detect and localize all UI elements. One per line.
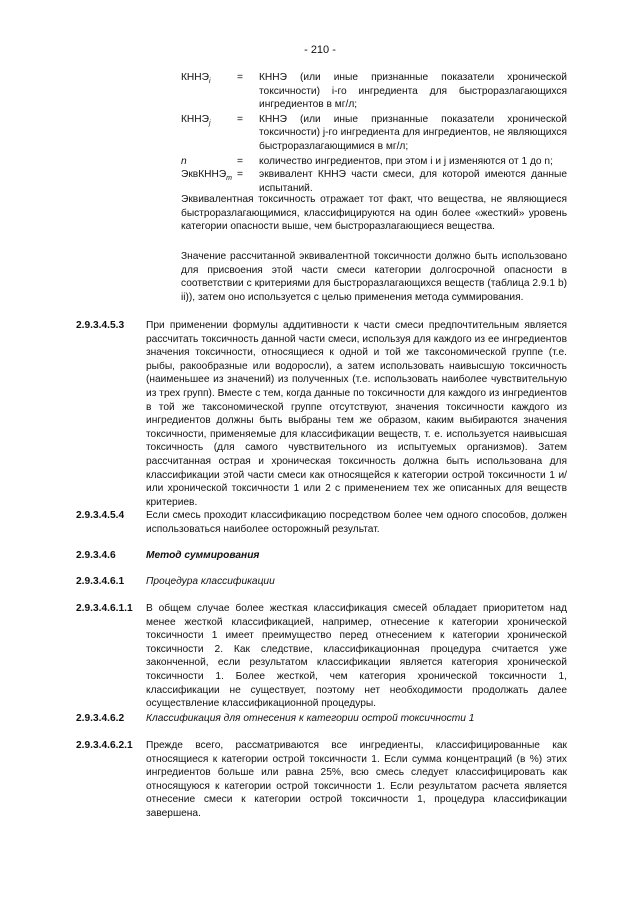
page-number: - 210 -: [304, 44, 336, 56]
equals-sign: =: [237, 155, 243, 167]
definition-term: $КННЭ_j$: [181, 113, 211, 127]
section-number: 2.9.3.4.6.1: [76, 576, 125, 587]
section-text: При применении формулы аддитивности к части смеси предпочтительным является рассчитать токсичность данной части смеси, используя для каждого из ее ингредиентов значения токсичности, относящиеся к одной и той же таксономической группе (т.е. рыбы, ракообразные или водоросли), а затем использовать наивысшую токсичность (наименьшее из значений) из полученных (т.е. использовать наиболее чувствительную из трех групп). Вместе с тем, когда данные по токсичности для каждого из ингредиентов в той же таксономической группе отсутствуют, значения токсичности каждого из ингредиентов должны быть выбраны тем же образом, каким выбираются значения токсичности, применяемые для классификации веществ, т. е. используется наивысшая токсичность (для самого чувствительного из испытуемых организмов). Затем рассчитанная острая и хроническая токсичность должна быть использована для классификации этой части смеси как относящейся к категории острой токсичности 1 и/или хронической токсичности 1 или 2 с применением тех же описанных для веществ критериев.: [146, 320, 567, 508]
paragraph-calculated-value: Значение рассчитанной эквивалентной токсичности должно быть использовано для присвоения этой части смеси категории долгосрочной опасности в соответствии с критериями для быстроразлагающихся веществ (таблица 2.9.1 b) ii)), затем оно используется с целью применения метода суммирования.: [181, 251, 567, 303]
definition-row: [181, 113, 567, 154]
section-number: 2.9.3.4.6: [76, 550, 116, 561]
definition-text: КННЭ (или иные признанные показатели хронической токсичности) i-го ингредиента для быстроразлагающихся ингредиентов в мг/л;: [259, 72, 567, 111]
section-number: 2.9.3.4.6.2.1: [76, 740, 133, 751]
section-heading: Метод суммирования: [146, 550, 260, 561]
definition-text: эквивалент КННЭ части смеси, для которой имеются данные испытаний.: [259, 169, 567, 194]
section-number: 2.9.3.4.6.1.1: [76, 603, 133, 614]
definition-row: [181, 71, 567, 112]
definition-term: ЭквКННЭ$_m$: [181, 169, 233, 183]
section-number: 2.9.3.4.5.4: [76, 510, 125, 521]
section-subheading: Классификация для отнесения к категории острой токсичности 1: [146, 713, 475, 724]
paragraph-equivalent-toxicity: Эквивалентная токсичность отражает тот факт, что вещества, не являющиеся быстроразлагающимися, классифицируются на один более «жесткий» уровень категории опасности выше, чем быстроразлагающиеся вещества.: [181, 194, 567, 233]
definition-row: [181, 168, 567, 195]
equals-sign: =: [237, 169, 243, 181]
definition-term: n: [181, 155, 187, 167]
section-number: 2.9.3.4.5.3: [76, 320, 125, 331]
definition-term: $КННЭ_i$: [181, 72, 211, 86]
section-text: Прежде всего, рассматриваются все ингредиенты, классифицированные как относящиеся к категории острой токсичности 1. Если сумма концентраций (в %) этих ингредиентов больше или равна 25%, всю смесь следует классифицировать как относящуюся к категории острой токсичности 1. Если результатом расчета является отнесение смеси к категории острой токсичности 1, процедура классификации завершена.: [146, 740, 567, 819]
section-number: 2.9.3.4.6.2: [76, 713, 125, 724]
section-text: Если смесь проходит классификацию посредством более чем одного способов, должен использоваться наиболее осторожный результат.: [146, 510, 567, 535]
equals-sign: =: [237, 113, 243, 125]
definition-text: КННЭ (или иные признанные показатели хронической токсичности) j-го ингредиента для ингредиентов, не являющихся быстроразлагающимися в мг/л;: [259, 113, 567, 152]
section-text: В общем случае более жесткая классификация смесей обладает приоритетом над менее жесткой классификацией, например, отнесение к категории хронической токсичности 1 имеет преимущество перед отнесением к категории хронической токсичности 2. Как следствие, классификационная процедура считается уже законченной, если результатом классификации является категория хронической токсичности 1. Более жесткой, чем категория хронической токсичности 1, классификации не существует, поэтому нет необходимости продолжать далее осуществление классификационной процедуры.: [146, 603, 567, 710]
section-subheading: Процедура классификации: [146, 576, 275, 587]
definition-row: [181, 155, 567, 169]
definitions-list: [181, 71, 567, 195]
definition-text: количество ингредиентов, при этом i и j изменяются от 1 до n;: [259, 155, 553, 167]
equals-sign: =: [237, 72, 243, 83]
